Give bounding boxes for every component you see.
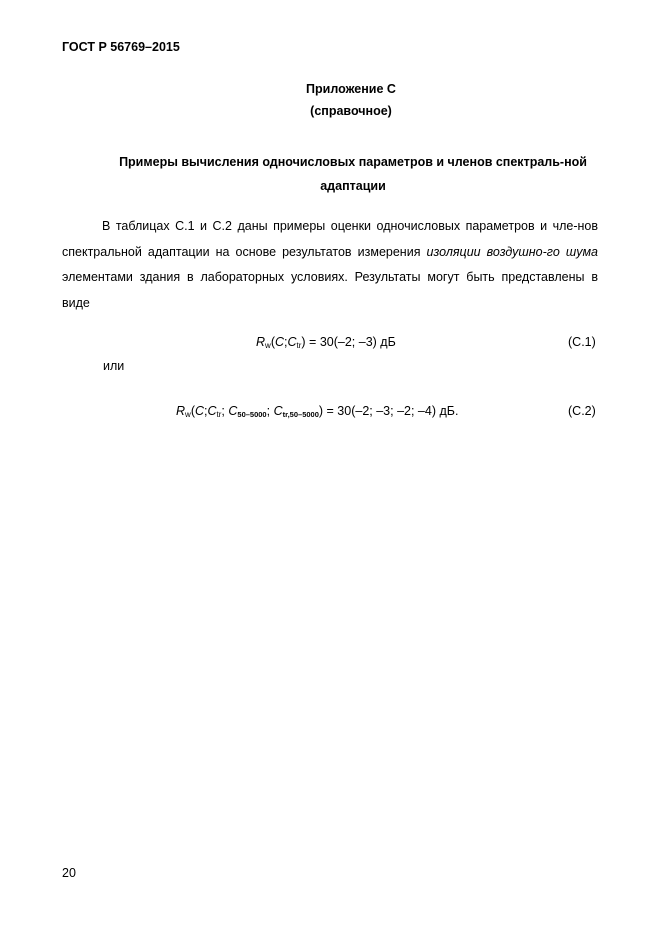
formula-c1 [256, 335, 396, 350]
formula-sub-tr-50-5000: tr,50–5000 [282, 410, 319, 419]
formula-sep: ; [204, 404, 208, 418]
appendix-title: Приложение С [306, 82, 396, 96]
formula-var-c50: C [228, 404, 238, 418]
paragraph-italic-term: изоляции воздушно-го шума [426, 244, 598, 259]
formula-sep: ; [284, 335, 288, 349]
formula-sep: ; [221, 404, 229, 418]
formula-sub-tr: tr [216, 410, 222, 419]
formula-sub-50-5000: 50–5000 [237, 410, 267, 419]
formula-c1-number: (С.1) [568, 335, 596, 349]
formula-var-r: R [176, 404, 186, 418]
paragraph-text-1: В таблицах С.1 и С.2 даны примеры оценки одночисловых параметров и чле-нов спектральной адаптации на основе результатов измерения [62, 219, 598, 259]
formula-sub-w: w [185, 410, 191, 419]
formula-rest: ) = 30(–2; –3) дБ [301, 335, 396, 349]
formula-sep: ; [266, 404, 274, 418]
document-header: ГОСТ Р 56769–2015 [62, 40, 180, 54]
formula-var-r: R [256, 335, 266, 349]
formula-var-c: C [194, 404, 205, 418]
formula-sub-tr: tr [296, 341, 302, 350]
formula-rest: ) = 30(–2; –3; –2; –4) дБ. [318, 404, 459, 418]
body-paragraph [62, 214, 598, 316]
formula-var-c: C [274, 335, 285, 349]
formula-var-ctr: C [287, 335, 297, 349]
formula-open: ( [190, 404, 195, 418]
formula-sub-w: w [265, 341, 271, 350]
formula-var-ctr: C [207, 404, 217, 418]
section-title: Примеры вычисления одночисловых параметров и членов спектраль-ной адаптации [119, 155, 587, 193]
paragraph-text-2: элементами здания в лабораторных условиях. Результаты могут быть представлены в виде [62, 270, 598, 310]
formula-c2 [176, 404, 458, 419]
formula-open: ( [270, 335, 275, 349]
connector-text: или [103, 359, 125, 373]
formula-var-ctr50: C [273, 404, 283, 418]
formula-c2-number: (С.2) [568, 404, 596, 418]
page-number: 20 [62, 866, 76, 880]
appendix-subtitle: (справочное) [310, 104, 392, 118]
